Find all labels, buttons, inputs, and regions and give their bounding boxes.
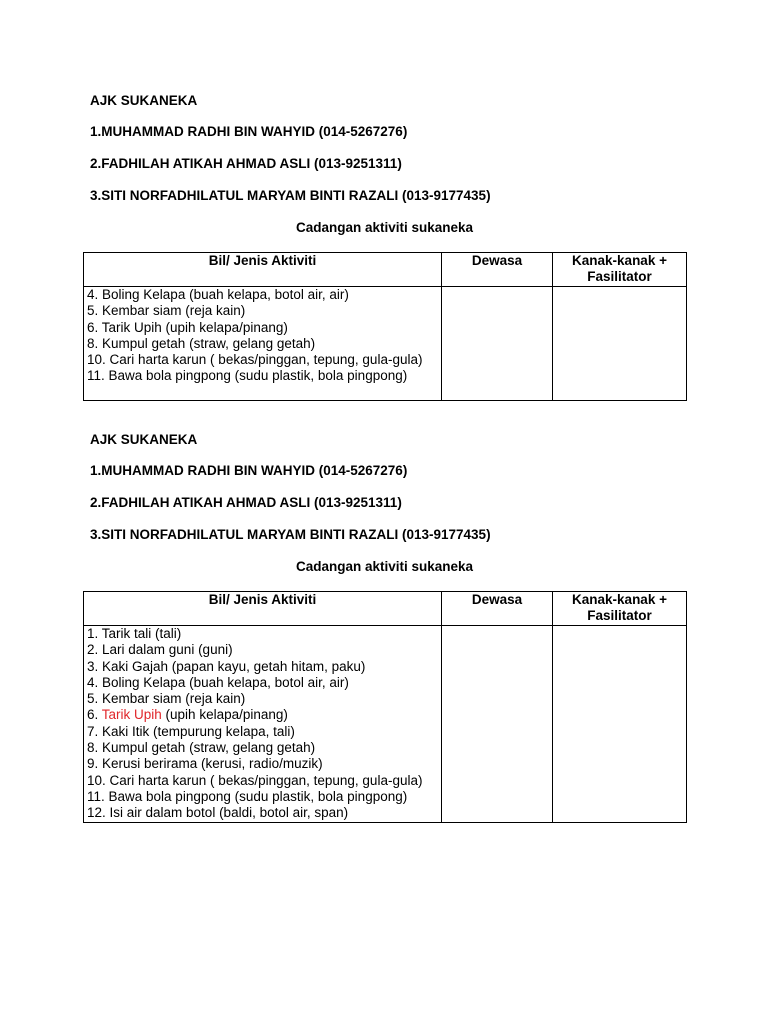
header-dewasa: Dewasa [442, 592, 553, 626]
activity-list [84, 626, 442, 823]
table-header-row [84, 253, 687, 287]
header-activity: Bil/ Jenis Aktiviti [84, 253, 442, 287]
list-item: 3. Kaki Gajah (papan kayu, getah hitam, paku) [87, 658, 366, 674]
kanak-kanak-cell [553, 287, 687, 401]
dewasa-cell [442, 287, 553, 401]
list-item: 8. Kumpul getah (straw, gelang getah) [87, 335, 316, 351]
activity-table [83, 252, 687, 401]
list-item: 5. Kembar siam (reja kain) [87, 303, 246, 319]
member-2: 2.FADHILAH ATIKAH AHMAD ASLI (013-9251311) [90, 495, 402, 510]
section-heading: AJK SUKANEKA [90, 432, 198, 447]
list-item: 1. Tarik tali (tali) [87, 626, 182, 641]
header-kanak-line2: Fasilitator [587, 608, 652, 623]
list-item: 11. Bawa bola pingpong (sudu plastik, bola pingpong) [87, 368, 408, 384]
member-3: 3.SITI NORFADHILATUL MARYAM BINTI RAZALI (013-9177435) [90, 527, 491, 542]
list-item: 9. Kerusi berirama (kerusi, radio/muzik) [87, 756, 323, 772]
section-heading: AJK SUKANEKA [90, 93, 198, 108]
list-item: 5. Kembar siam (reja kain) [87, 691, 246, 707]
list-item: 7. Kaki Itik (tempurung kelapa, tali) [87, 723, 295, 739]
highlighted-activity-name: Tarik Upih [101, 707, 162, 723]
member-2: 2.FADHILAH ATIKAH AHMAD ASLI (013-9251311) [90, 156, 402, 171]
activity-list [84, 287, 442, 401]
member-3: 3.SITI NORFADHILATUL MARYAM BINTI RAZALI (013-9177435) [90, 188, 491, 203]
item-number: 6. [87, 707, 102, 723]
list-item: 2. Lari dalam guni (guni) [87, 642, 233, 658]
list-item: 10. Cari harta karun ( bekas/pinggan, tepung, gula-gula) [87, 352, 423, 368]
list-item: 4. Boling Kelapa (buah kelapa, botol air, air) [87, 287, 349, 302]
activity-table [83, 591, 687, 823]
list-item: 6. Tarik Upih (upih kelapa/pinang) [87, 319, 288, 335]
list-item-highlighted [87, 707, 438, 723]
table-header-row [84, 592, 687, 626]
header-activity: Bil/ Jenis Aktiviti [84, 592, 442, 626]
list-item: 8. Kumpul getah (straw, gelang getah) [87, 740, 316, 756]
table-caption: Cadangan aktiviti sukaneka [295, 220, 474, 235]
list-item: 10. Cari harta karun ( bekas/pinggan, tepung, gula-gula) [87, 772, 423, 788]
member-1: 1.MUHAMMAD RADHI BIN WAHYID (014-5267276) [90, 124, 408, 139]
list-item: 4. Boling Kelapa (buah kelapa, botol air, air) [87, 674, 349, 690]
header-kanak-kanak [553, 592, 687, 626]
header-dewasa: Dewasa [442, 253, 553, 287]
list-item: 12. Isi air dalam botol (baldi, botol air, span) [87, 805, 349, 821]
member-1: 1.MUHAMMAD RADHI BIN WAHYID (014-5267276) [90, 463, 408, 478]
header-kanak-line2: Fasilitator [587, 269, 652, 284]
kanak-kanak-cell [553, 626, 687, 823]
item-materials: (upih kelapa/pinang) [161, 707, 288, 723]
list-item: 11. Bawa bola pingpong (sudu plastik, bola pingpong) [87, 788, 408, 804]
table-row [84, 626, 687, 823]
table-row [84, 287, 687, 401]
dewasa-cell [442, 626, 553, 823]
header-kanak-line1: Kanak-kanak + [572, 592, 667, 607]
header-kanak-kanak [553, 253, 687, 287]
table-caption: Cadangan aktiviti sukaneka [295, 559, 474, 574]
header-kanak-line1: Kanak-kanak + [572, 253, 667, 268]
